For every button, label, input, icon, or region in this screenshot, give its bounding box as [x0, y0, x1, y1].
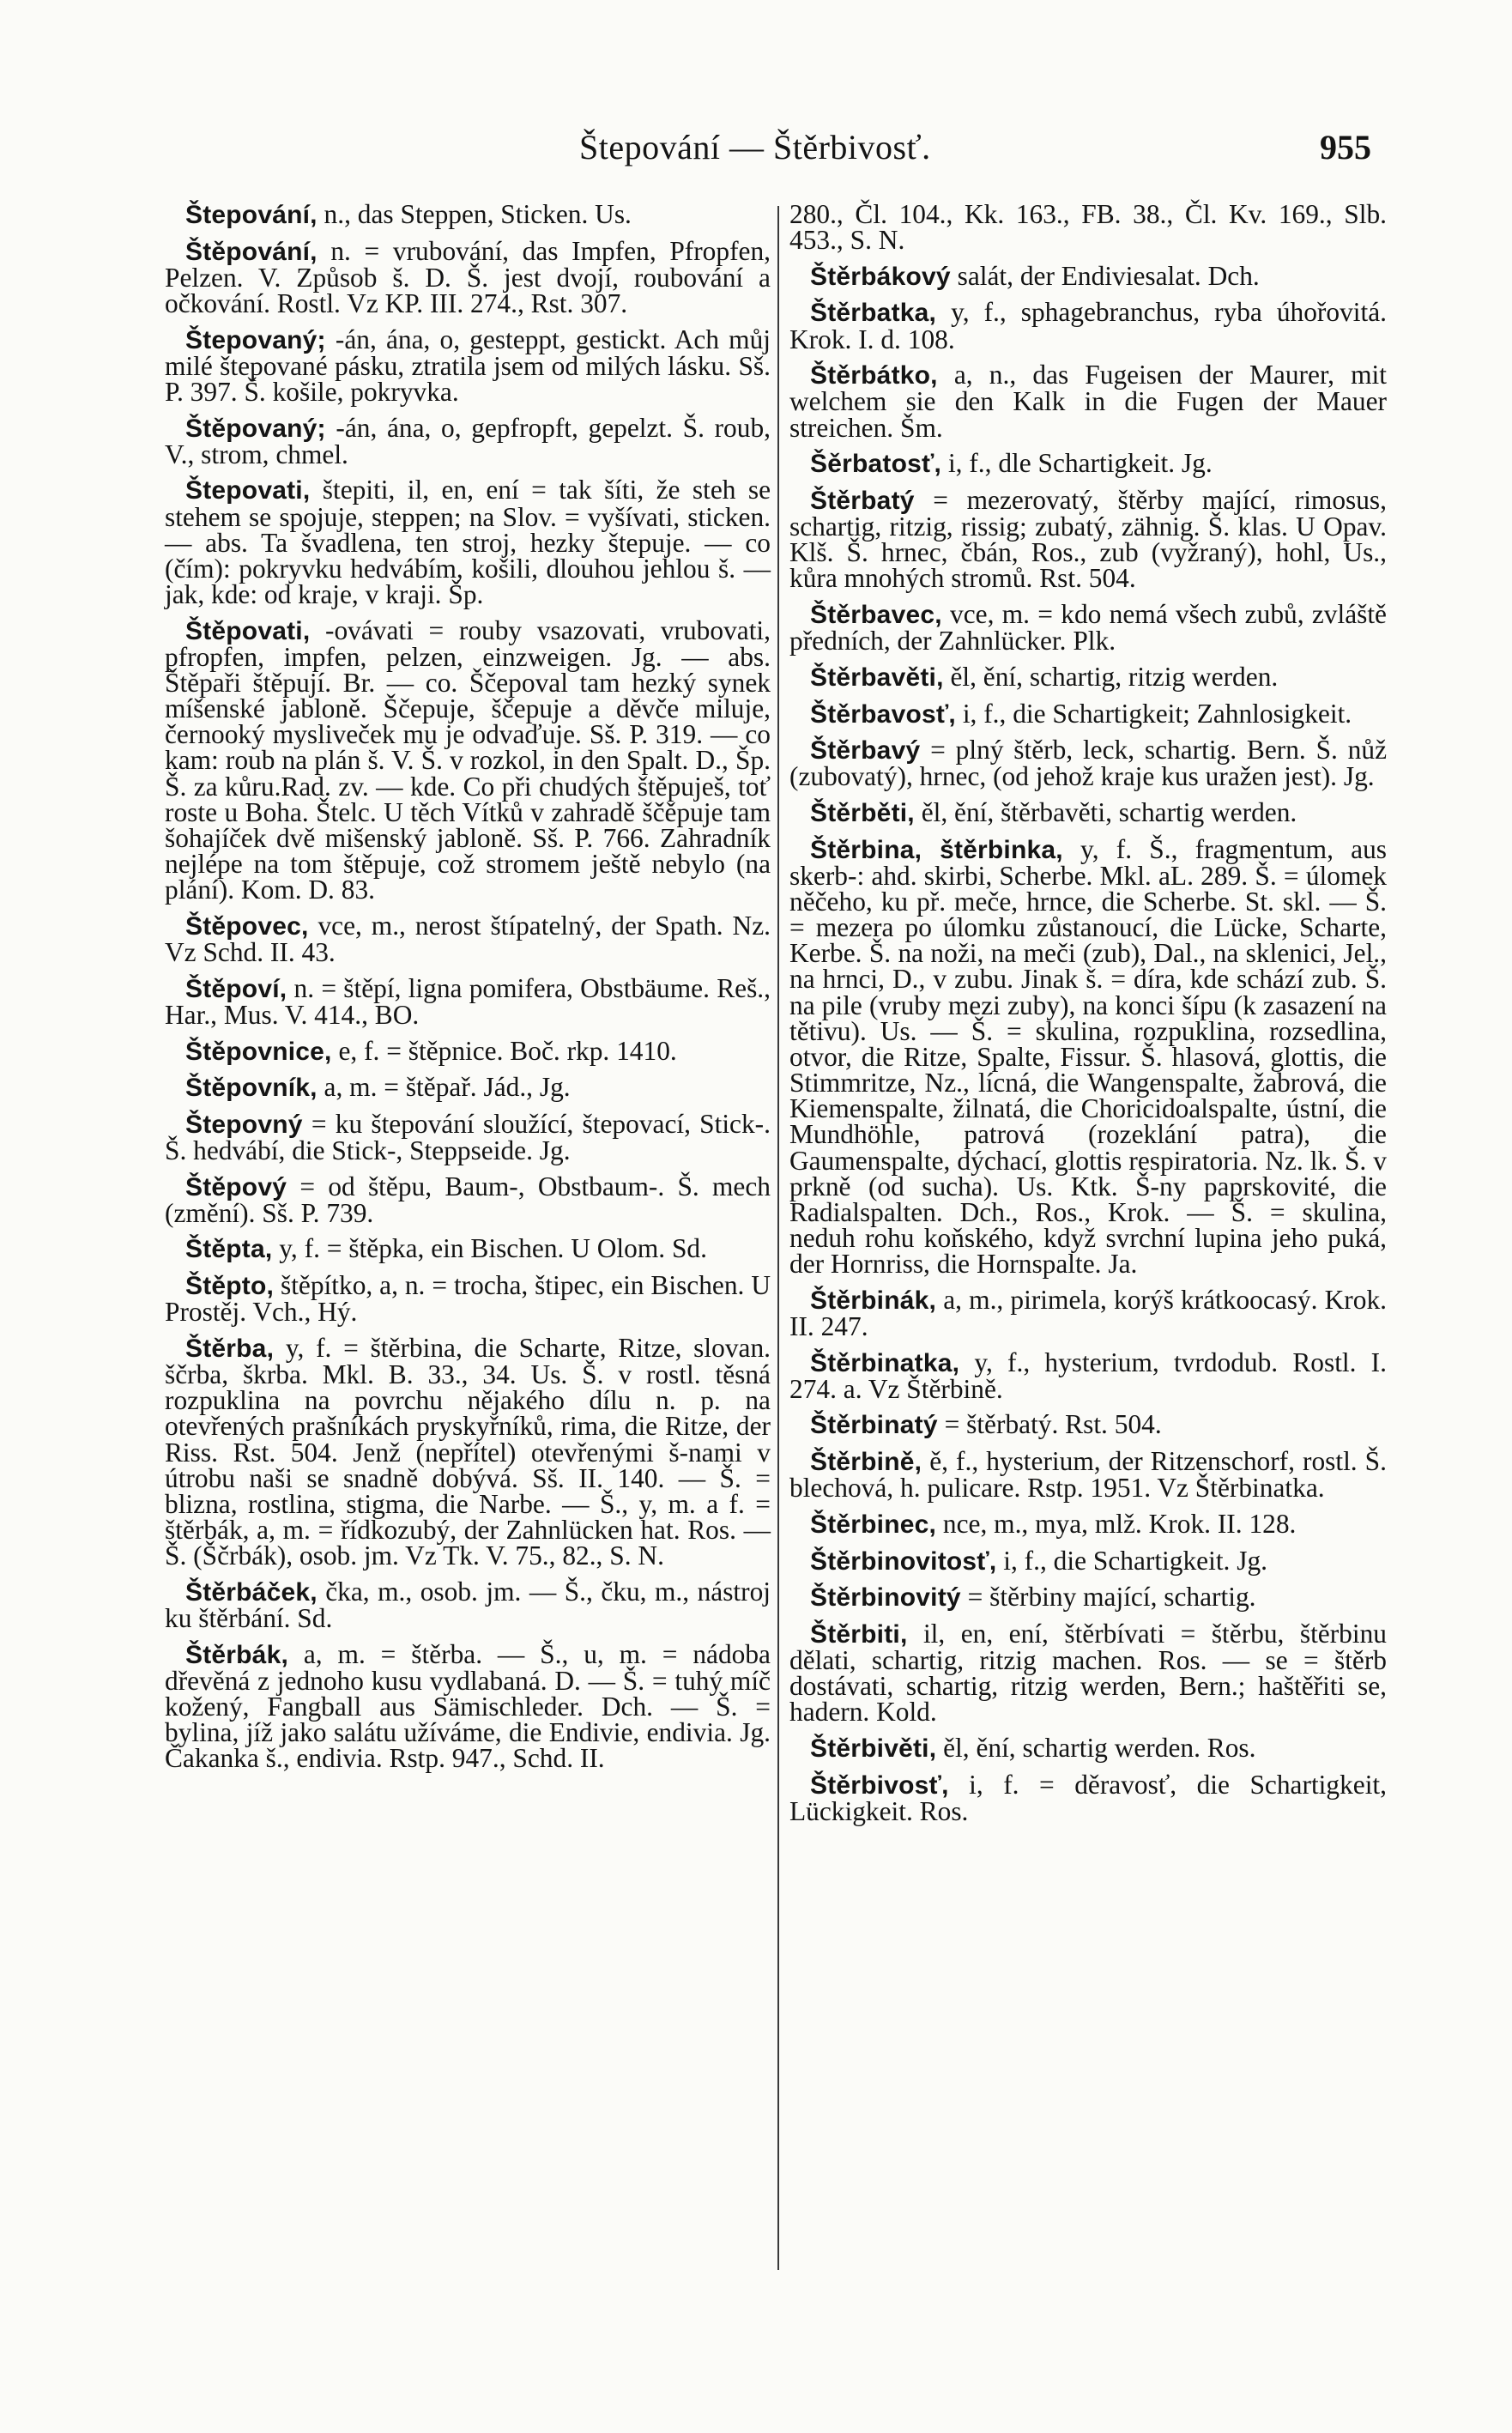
- dictionary-entry: [789, 297, 1387, 354]
- entry-text: nce, m., mya, mlž. Krok. II. 128.: [936, 1508, 1297, 1539]
- entry-headword: Štepování,: [185, 201, 318, 229]
- page-header: [0, 120, 1512, 172]
- dictionary-entry: [165, 1035, 771, 1066]
- entry-headword: Štěrbina, štěrbinka,: [810, 835, 1063, 864]
- entry-headword: Štěrbavý: [810, 736, 921, 766]
- entry-text: y, f. Š., fragmentum, aus skerb-: ahd. skirbi, Scherbe. Mkl. aL. 289. Š. = úlomek něčeho, ku př. meče, hrnce, die Scherbe. St. skl. — Š. = mezera po úlomku zůstanoucí, die Lücke, Scharte, Kerbe. Š. na noži, na meči (zub), Dal., na sklenici, Jel., na hrnci, D., v zubu. Jinak š. = díra, kde schází zub. Š. na pile (vruby mezi zuby), na konci šípu (k zasazení na tětivu). Us. — Š. = skulina, rozpuklina, rozsedlina, otvor, die Ritze, Spalte, Fissur. Š. hlasová, glottis, die Stimmritze, Nz., lícná, die Wangenspalte, žabrová, die Kiemenspalte, žilnatá, die Choricidoalspalte, ústní, die Mundhöhle, patrová (rozeklání patra), die Gaumenspalte, dýchací, glottis respiratoria. Nz. lk. Š. v prkně (od sucha). Us. Ktk. Š-ny paprskovité, die Radialspalten. Dch., Ros., Krok. — Š. = skulina, neduh rohu koňského, když svrchní lupina jeho puká, der Hornriss, die Hornspalte. Ja.: [789, 833, 1387, 1280]
- dictionary-entry: [165, 1233, 771, 1264]
- entry-text: štěpítko, a, n. = trocha, štipec, ein Bischen. U Prostěj. Vch., Hý.: [165, 1270, 771, 1328]
- dictionary-entry: [789, 484, 1387, 594]
- entry-text: ěl, ění, štěrbavěti, schartig werden.: [914, 796, 1297, 827]
- entry-text: = od štěpu, Baum-, Obstbaum-. Š. mech (změní). Sš. P. 739.: [165, 1171, 771, 1228]
- entry-headword: Štěrbavosť,: [810, 699, 956, 729]
- dictionary-entry: [165, 1074, 771, 1101]
- entry-text: il, en, ení, štěrbívati = štěrbu, štěrbinu dělati, schartig, ritzig machen. Ros. — se = štěrb dostávati, schartig, ritzig werden, Bern.; haštěřiti se, hadern. Kold.: [789, 1618, 1387, 1728]
- entry-text: ě, f., hysterium, der Ritzenschorf, rostl. Š. blechová, h. pulicare. Rstp. 1951. Vz Štěrbinatka.: [789, 1446, 1387, 1504]
- dictionary-entry: [789, 833, 1387, 1280]
- entry-headword: Štěrbinovitý: [810, 1583, 961, 1613]
- entry-text: a, m. = štěpař. Jád., Jg.: [317, 1072, 571, 1103]
- dictionary-entry: [789, 1584, 1387, 1611]
- dictionary-entry: [165, 1270, 771, 1328]
- entry-headword: Štěrbinák,: [810, 1286, 937, 1315]
- entry-text: = mezerovatý, štěrby mající, rimosus, schartig, ritzig, rissig; zubatý, zähnig. Š. klas. U Opav. Klš. Š. hrnec, čbán, Ros., zub (vyžraný), hohl, Us., kůra mnohých stromů. Rst. 504.: [789, 484, 1387, 594]
- dictionary-entry: [789, 1732, 1387, 1763]
- dictionary-entry: [789, 199, 1387, 256]
- entry-text: 280., Čl. 104., Kk. 163., FB. 38., Čl. Kv. 169., Slb. 453., S. N.: [789, 199, 1387, 256]
- entry-headword: Štěpto,: [185, 1272, 275, 1301]
- dictionary-entry: [789, 1284, 1387, 1341]
- entry-headword: Štepovati,: [185, 476, 311, 505]
- entry-text: i, f., die Schartigkeit; Zahnlosigkeit.: [955, 698, 1352, 729]
- entry-headword: Štepovný: [185, 1110, 303, 1139]
- dictionary-entry: [165, 972, 771, 1030]
- dictionary-entry: [789, 448, 1387, 479]
- dictionary-entry: [165, 324, 771, 407]
- page-number: 955: [1320, 128, 1371, 166]
- dictionary-entry: [789, 737, 1387, 790]
- left-column: [165, 199, 771, 1782]
- entry-text: n., das Steppen, Sticken. Us.: [317, 199, 632, 229]
- running-head: Štepování — Štěrbivosť.: [579, 128, 931, 166]
- entry-text: y, f. = štěpka, ein Bischen. U Olom. Sd.: [272, 1233, 707, 1264]
- entry-headword: Šěrbatosť,: [810, 450, 942, 479]
- dictionary-entry: [789, 599, 1387, 657]
- dictionary-entry: [165, 235, 771, 318]
- entry-headword: Štěpování,: [185, 237, 318, 266]
- dictionary-entry: [789, 1508, 1387, 1539]
- entry-headword: Štěrbivosť,: [810, 1770, 949, 1800]
- entry-headword: Štěrbiti,: [810, 1619, 908, 1649]
- entry-headword: Štěpový: [185, 1172, 287, 1201]
- dictionary-entry: [789, 661, 1387, 692]
- dictionary-entry: [165, 1171, 771, 1228]
- entry-headword: Štěpta,: [185, 1235, 273, 1264]
- right-column: [789, 199, 1387, 1834]
- dictionary-entry: [789, 1409, 1387, 1440]
- entry-text: a, n., das Fugeisen der Maurer, mit welchem sie den Kalk in die Fugen der Mauer streichen. Šm.: [789, 360, 1387, 443]
- entry-text: y, f. = štěrbina, die Scharte, Ritze, slovan. ščrba, škrba. Mkl. B. 33., 34. Us. Š. v rostl. těsná rozpuklina na povrchu nějakého dílu n. p. na otevřených prašníkách pryskyřníků, rima, die Ritze, der Riss. Rst. 504. Jenž (nepřítel) otevřenými š-nami v útrobu naši se snadně dobývá. Sš. II. 140. — Š. = blizna, rostlina, stigma, die Narbe. — Š., y, m. a f. = štěrbák, a, m. = řídkozubý, der Zahnlücken hat. Ros. — Š. (Ščrbák), osob. jm. Vz Tk. V. 75., 82., S. N.: [165, 1332, 771, 1571]
- entry-text: e, f. = štěpnice. Boč. rkp. 1410.: [331, 1035, 677, 1066]
- dictionary-entry: [165, 1638, 771, 1774]
- dictionary-entry: [789, 1446, 1387, 1504]
- entry-text: čka, m., osob. jm. — Š., čku, m., nástroj ku štěrbání. Sd.: [165, 1576, 771, 1633]
- dictionary-entry: [165, 477, 771, 608]
- entry-text: y, f., hysterium, tvrdodub. Rostl. I. 274. a. Vz Štěrbině.: [789, 1347, 1387, 1404]
- dictionary-entry: [789, 360, 1387, 443]
- entry-text: n. = štěpí, ligna pomifera, Obstbäume. Reš., Har., Mus. V. 414., BO.: [165, 972, 771, 1030]
- dictionary-entry: [165, 614, 771, 905]
- entry-headword: Štěrbivěti,: [810, 1734, 937, 1763]
- dictionary-entry: [165, 1108, 771, 1165]
- entry-headword: Štěrbákový: [810, 262, 951, 291]
- entry-headword: Štěrbáček,: [185, 1577, 318, 1607]
- entry-text: = ku štepování sloužící, štepovací, Stick-. Š. hedvábí, die Stick-, Steppseide. Jg.: [165, 1108, 771, 1165]
- entry-headword: Štepovaný;: [185, 325, 326, 354]
- dictionary-entry: [789, 1769, 1387, 1826]
- entry-headword: Štěpovec,: [185, 911, 309, 941]
- entry-headword: Štěrba,: [185, 1334, 275, 1363]
- entry-headword: Štěrbavěti,: [810, 663, 944, 692]
- entry-headword: Štěrbinovitosť,: [810, 1546, 997, 1576]
- column-divider: [777, 206, 779, 2270]
- dictionary-entry: [789, 1545, 1387, 1576]
- entry-text: = štěrbatý. Rst. 504.: [937, 1409, 1162, 1440]
- dictionary-entry: [789, 1347, 1387, 1404]
- entry-headword: Štěrbinatka,: [810, 1348, 960, 1377]
- entry-text: vce, m. = kdo nemá všech zubů, zvláště předních, der Zahnlücker. Plk.: [789, 599, 1387, 657]
- dictionary-entry: [789, 1618, 1387, 1728]
- entry-text: = štěrbiny mající, schartig.: [960, 1582, 1256, 1613]
- entry-headword: Štěrbinatý: [810, 1411, 938, 1440]
- entry-text: salát, der Endiviesalat. Dch.: [950, 260, 1260, 291]
- entry-text: -ovávati = rouby vsazovati, vrubovati, pfropfen, impfen, pelzen, einzweigen. Jg. — abs. Štěpaři štěpují. Br. — co. Ščepoval tam hezký synek míšenské jabloně. Ščepuje, ščepuje a děvče miluje, černooký mysliveček mu je odvaďuje. Sš. P. 319. — co kam: roub na plán š. V. Š. v rozkol, in den Spalt. D., Šp. Š. za kůru.Rad. zv. — kde. Co při chudých štěpuješ, toť roste u Boha. Štelc. U těch Vítků v zahradě ščěpuje tam šohajíček dvě mišenský jabloně. Sš. P. 766. Zahradník nejlépe na tom štěpuje, což stromem ještě nebylo (na plání). Kom. D. 83.: [165, 614, 771, 905]
- entry-text: -án, ána, o, gepfropft, gepelzt. Š. roub, V., strom, chmel.: [165, 412, 771, 469]
- entry-headword: Štěrbatý: [810, 486, 915, 515]
- entry-headword: Štěrbák,: [185, 1640, 288, 1669]
- entry-headword: Štěrbavec,: [810, 601, 942, 630]
- dictionary-entry: [789, 796, 1387, 827]
- entry-headword: Štěrbině,: [810, 1448, 922, 1477]
- entry-headword: Štěpovaný;: [185, 414, 326, 443]
- entry-text: i, f. = děravosť, die Schartigkeit, Lückigkeit. Ros.: [789, 1769, 1387, 1826]
- dictionary-entry: [165, 199, 771, 229]
- entry-text: y, f., sphagebranchus, ryba úhořovitá. Krok. I. d. 108.: [789, 297, 1387, 354]
- entry-text: vce, m., nerost štípatelný, der Spath. Nz. Vz Schd. II. 43.: [165, 910, 771, 968]
- entry-text: i, f., dle Schartigkeit. Jg.: [941, 448, 1213, 479]
- entry-text: n. = vrubování, das Impfen, Pfropfen, Pelzen. V. Způsob š. D. Š. jest dvojí, roubování a očkování. Rostl. Vz KP. III. 274., Rst. 307.: [165, 235, 771, 318]
- entry-text: ěl, ění, schartig werden. Ros.: [936, 1732, 1256, 1763]
- dictionary-entry: [165, 1576, 771, 1633]
- entry-text: -án, ána, o, gesteppt, gestickt. Ach můj milé štepované pásku, ztratila jsem od milých lásku. Sš. P. 397. Š. košile, pokryvka.: [165, 324, 771, 407]
- dictionary-entry: [165, 1332, 771, 1571]
- entry-text: ěl, ění, schartig, ritzig werden.: [943, 661, 1279, 692]
- entry-text: i, f., die Schartigkeit. Jg.: [996, 1545, 1267, 1576]
- entry-headword: Štěrbatka,: [810, 299, 937, 328]
- entry-headword: Štěrběti,: [810, 798, 915, 827]
- entry-headword: Štěpovnice,: [185, 1037, 332, 1066]
- entry-headword: Štěpovati,: [185, 616, 311, 645]
- dictionary-entry: [789, 698, 1387, 729]
- entry-text: = plný štěrb, leck, schartig. Bern. Š. nůž (zubovatý), hrnec, (od jehož kraje kus uražen jest). Jg.: [789, 735, 1387, 792]
- entry-text: štepiti, il, en, ení = tak šíti, že steh se stehem se spojuje, steppen; na Slov. = vyšívati, sticken. — abs. Ta švadlena, ten stroj, hezky štepuje. — co (čím): pokryvku hedvábím, košili, dlouhou jehlou š. — jak, kde: od kraje, v kraji. Šp.: [165, 475, 771, 610]
- entry-headword: Štěrbinec,: [810, 1510, 937, 1539]
- dictionary-entry: [789, 260, 1387, 291]
- dictionary-entry: [165, 412, 771, 469]
- entry-headword: Štěpoví,: [185, 974, 287, 1003]
- entry-headword: Štěpovník,: [185, 1074, 318, 1103]
- entry-headword: Štěrbátko,: [810, 361, 938, 390]
- entry-text: a, m. = štěrba. — Š., u, m. = nádoba dřevěná z jednoho kusu vydlabaná. D. — Š. = tuhý míč kožený, Fangball aus Sämischleder. Dch. — Š. = bylina, jíž jako salátu užíváme, die Endivie, endivia. Jg. Čakanka š., endivia. Rstp. 947., Schd. II.: [165, 1638, 771, 1774]
- dictionary-entry: [165, 910, 771, 968]
- entry-text: a, m., pirimela, korýš krátkoocasý. Krok. II. 247.: [789, 1284, 1387, 1341]
